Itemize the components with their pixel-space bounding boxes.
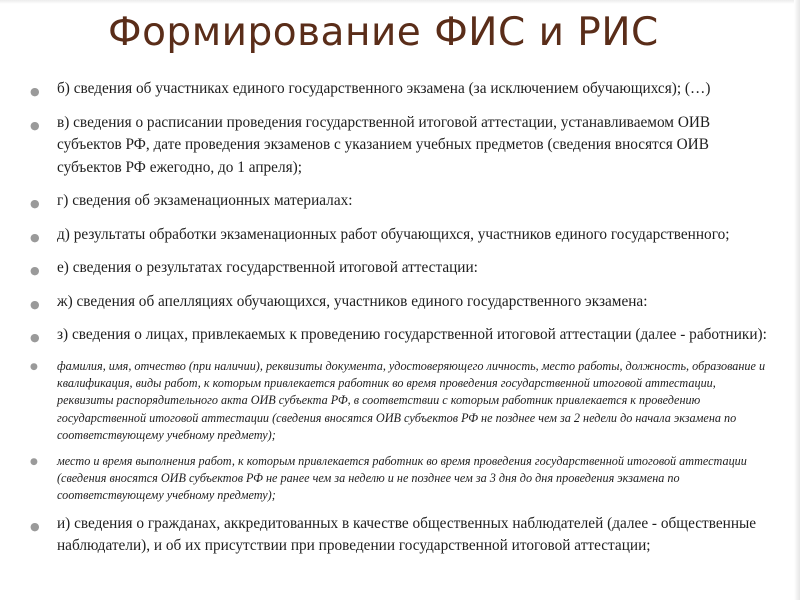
list-item — [30, 324, 775, 347]
list-item — [30, 190, 775, 213]
list-item-text: ж) сведения об апелляциях обучающихся, участников единого государственного экзамена: — [57, 292, 648, 310]
bullet-icon: ● — [30, 230, 40, 244]
slide-top-shadow — [0, 0, 800, 4]
list-item — [30, 112, 775, 180]
list-item — [30, 291, 775, 314]
bullet-icon: ● — [30, 118, 40, 132]
bullet-icon: ● — [30, 361, 38, 372]
list-item — [30, 513, 775, 558]
bullet-icon: ● — [30, 519, 40, 533]
bullet-icon: ● — [30, 197, 40, 210]
list-item-text: в) сведения о расписании проведения государственной итоговой аттестации, устанавливаемом ОИВ субъектов РФ, дате проведения экзаменов с указанием учебных предметов (сведения вносятся ОИВ субъектов РФ ежегодно, до 1 апреля); — [57, 113, 711, 176]
slide-title: Формирование ФИС и РИС — [108, 10, 659, 55]
bullet-icon: ● — [30, 264, 40, 277]
bullet-list — [30, 78, 775, 569]
sub-list-item-text: фамилия, имя, отчество (при наличии), реквизиты документа, удостоверяющего личность, место работы, должность, образование и квалификация, виды работ, к которым привлекается работник во время проведения государственной итоговой аттестации, реквизиты распорядительного акта ОИВ субъекта РФ, в соответствии с которым работник привлекается к проведению государственной итоговой аттестации (сведения вносятся ОИВ субъектов РФ не позднее чем за 2 недели до начала экзамена по соответствующему учебному предмету); — [57, 358, 766, 443]
sub-list-item — [30, 358, 775, 445]
bullet-icon: ● — [30, 297, 40, 311]
slide-right-shadow — [794, 0, 800, 600]
bullet-icon: ● — [30, 85, 40, 98]
bullet-icon: ● — [30, 331, 40, 344]
list-item — [30, 78, 775, 101]
bullet-icon: ● — [30, 456, 38, 467]
list-item — [30, 224, 775, 247]
list-item-text: г) сведения об экзаменационных материалах: — [57, 192, 353, 209]
list-item-text: д) результаты обработки экзаменационных работ обучающихся, участников единого государственного; — [57, 225, 730, 243]
list-item-text: б) сведения об участниках единого государственного экзамена (за исключением обучающихся); (…) — [57, 80, 711, 97]
list-item — [30, 257, 775, 280]
list-item-text: з) сведения о лицах, привлекаемых к проведению государственной итоговой аттестации (далее - работники): — [57, 326, 767, 343]
sub-list-item — [30, 453, 775, 505]
list-item-text: и) сведения о гражданах, аккредитованных в качестве общественных наблюдателей (далее - общественные наблюдатели), и об их присутствии при проведении государственной итоговой аттестации; — [57, 514, 757, 555]
sub-list-item-text: место и время выполнения работ, к которым привлекается работник во время проведения государственной итоговой аттестации (сведения вносятся ОИВ субъектов РФ не ранее чем за неделю и не позднее чем за 3 дня до дня проведения экзамена по соответствующему учебному предмету); — [57, 453, 747, 503]
list-item-text: е) сведения о результатах государственной итоговой аттестации: — [57, 259, 478, 276]
